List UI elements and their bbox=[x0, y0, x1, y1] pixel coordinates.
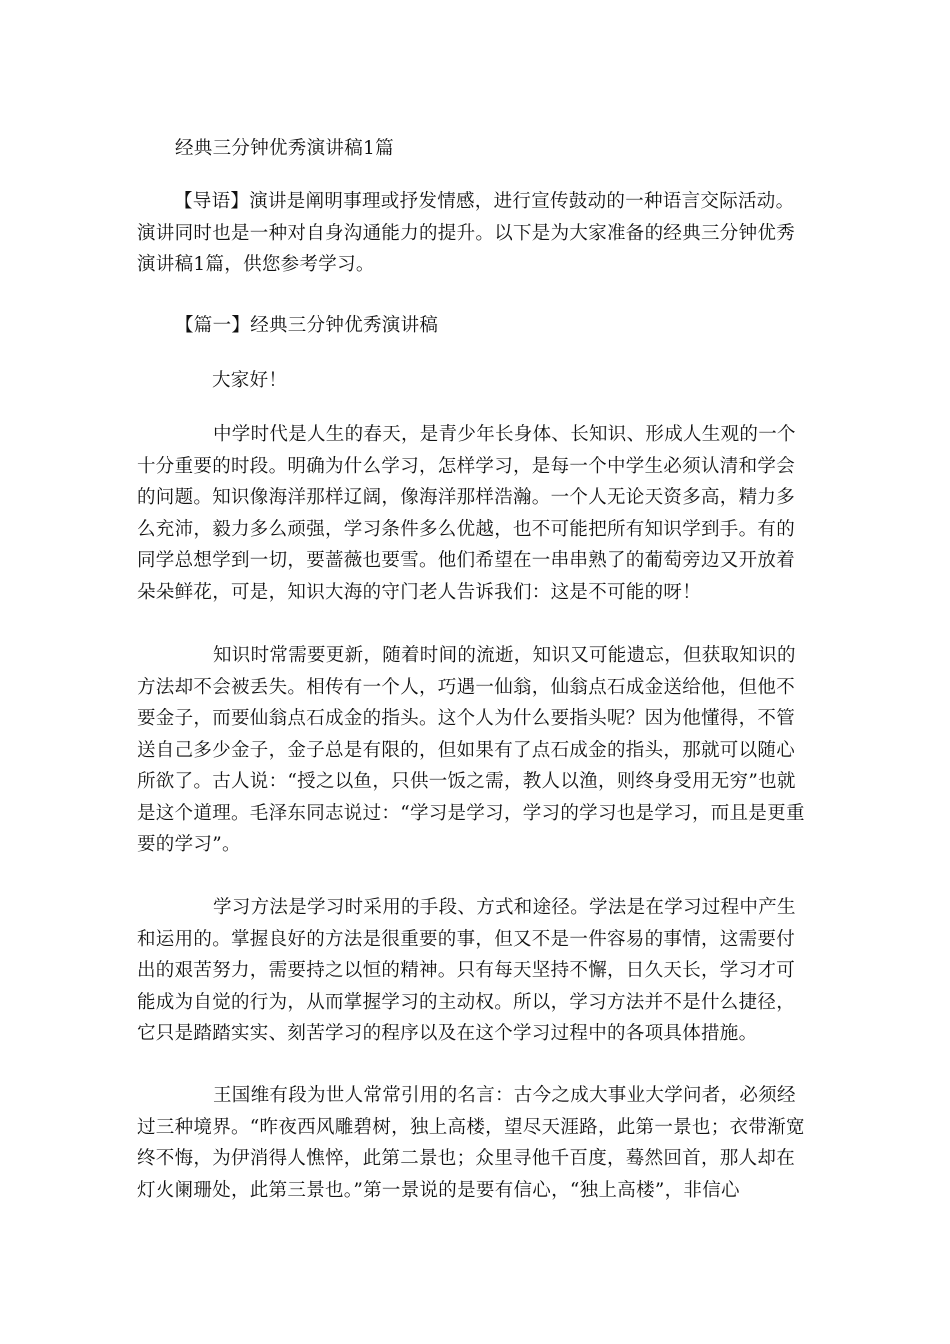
body-paragraph: 王国维有段为世人常常引用的名言：古今之成大事业大学问者，必须经过三种境界。“昨夜西风雕碧树，独上高楼，望尽天涯路，此第一景也；衣带渐宽终不悔，为伊消得人憔悴，此第二景也；众里寻他千百度，蓦然回首，那人却在灯火阑珊处，此第三景也。”第一景说的是要有信心，“独上高楼”，非信心 bbox=[137, 1085, 805, 1201]
body-paragraph: 知识时常需要更新，随着时间的流逝，知识又可能遗忘，但获取知识的方法却不会被丢失。相传有一个人，巧遇一仙翁，仙翁点石成金送给他，但他不要金子，而要仙翁点石成金的指头。这个人为什么要指头呢？因为他懂得，不管送自己多少金子，金子总是有限的，但如果有了点石成金的指头，那就可以随心所欲了。古人说：“授之以鱼，只供一饭之需，教人以渔，则终身受用无穷”也就是这个道理。毛泽东同志说过：“学习是学习，学习的学习也是学习，而且是更重要的学习”。 bbox=[137, 645, 805, 855]
body-paragraph: 中学时代是人生的春天，是青少年长身体、长知识、形成人生观的一个十分重要的时段。明确为什么学习，怎样学习，是每一个中学生必须认清和学会的问题。知识像海洋那样辽阔，像海洋那样浩瀚。一个人无论天资多高，精力多么充沛，毅力多么顽强，学习条件多么优越，也不可能把所有知识学到手。有的同学总想学到一切，要蔷薇也要雪。他们希望在一串串熟了的葡萄旁边又开放着朵朵鲜花，可是，知识大海的守门老人告诉我们：这是不可能的呀！ bbox=[137, 424, 796, 603]
document-title: 经典三分钟优秀演讲稿1篇 bbox=[175, 138, 394, 159]
body-paragraph: 学习方法是学习时采用的手段、方式和途径。学法是在学习过程中产生和运用的。掌握良好的方法是很重要的事，但又不是一件容易的事情，这需要付出的艰苦努力，需要持之以恒的精神。只有每天坚持不懈，日久天长，学习才可能成为自觉的行为，从而掌握学习的主动权。所以，学习方法并不是什么捷径，它只是踏踏实实、刻苦学习的程序以及在这个学习过程中的各项具体措施。 bbox=[137, 897, 796, 1044]
intro-paragraph: 【导语】演讲是阐明事理或抒发情感，进行宣传鼓动的一种语言交际活动。演讲同时也是一种对自身沟通能力的提升。以下是为大家准备的经典三分钟优秀演讲稿1篇，供您参考学习。 bbox=[137, 191, 796, 275]
section-heading: 【篇一】经典三分钟优秀演讲稿 bbox=[175, 315, 439, 336]
greeting-line: 大家好！ bbox=[212, 370, 288, 391]
